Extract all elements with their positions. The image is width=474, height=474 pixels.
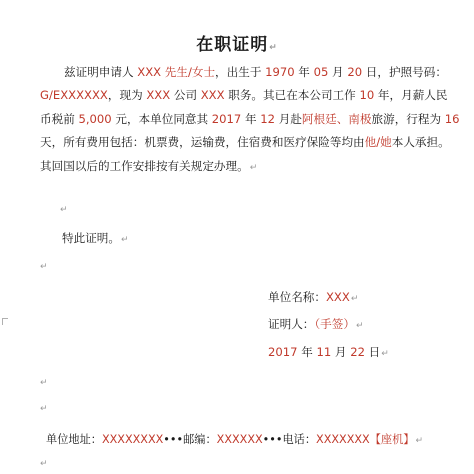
certifier-signature: （手签）	[314, 317, 355, 331]
sign-year: 2017	[268, 345, 298, 359]
paragraph-mark: ↵	[40, 459, 48, 469]
paragraph-mark: ↵	[355, 321, 364, 331]
paragraph-mark: ↵	[40, 404, 48, 414]
sign-month: 11	[316, 345, 332, 359]
trip-year: 2017	[211, 111, 242, 126]
margin-corner-icon	[2, 318, 8, 325]
body-line-2: G/EXXXXXX，现为 XXX 公司 XXX 职务。其已在本公司工作 10 年，月薪人民	[40, 88, 448, 103]
paragraph-mark: ↵	[60, 205, 68, 215]
paragraph-mark: ↵	[40, 378, 48, 388]
job-position: XXX	[200, 88, 225, 103]
footer-contact-line: 单位地址：XXXXXXXX•••邮编：XXXXXX•••电话：XXXXXXX【座机】↵	[46, 433, 423, 446]
paragraph-mark: ↵	[415, 436, 423, 446]
paragraph-mark: ↵	[40, 262, 48, 272]
paragraph-mark: ↵	[120, 235, 129, 245]
document-title: 在职证明↵	[196, 35, 278, 55]
address-value: XXXXXXXX	[101, 433, 164, 446]
body-line-1: 兹证明申请人 XXX 先生/女士，出生于 1970 年 05 月 20 日，护照号码：	[64, 65, 447, 79]
certify-line: 特此证明。↵	[62, 231, 129, 245]
paragraph-mark: ↵	[350, 294, 359, 304]
body-line-5: 其回国以后的工作安排按有关规定办理。↵	[40, 158, 258, 173]
postcode-value: XXXXXX	[216, 433, 263, 446]
unit-name-value: XXX	[325, 290, 350, 304]
certifier-line: 证明人：（手签）↵	[268, 317, 364, 331]
applicant-name: XXX 先生/女士	[137, 65, 216, 79]
body-paragraph	[40, 61, 460, 178]
date-line: 2017 年 11 月 22 日↵	[268, 345, 389, 359]
company-name: XXX	[146, 88, 171, 103]
paragraph-mark: ↵	[381, 349, 389, 359]
birth-day: 20	[347, 65, 363, 79]
sign-day: 22	[350, 345, 365, 359]
work-years: 10	[359, 88, 375, 103]
separator-dots: •••	[163, 433, 184, 446]
passport-number: G/EXXXXXX	[40, 88, 108, 103]
unit-name-line: 单位名称：XXX↵	[268, 290, 359, 304]
trip-destination: 阿根廷、南极	[301, 111, 372, 126]
paragraph-mark: ↵	[249, 162, 258, 173]
pronoun: 他/她	[364, 135, 392, 150]
body-line-3: 币税前 5,000 元，本单位同意其 2017 年 12 月赴阿根廷、南极旅游，行程为 16	[40, 111, 460, 126]
birth-year: 1970	[265, 65, 295, 79]
trip-month: 12	[260, 111, 276, 126]
phone-type: 【座机】	[369, 433, 415, 446]
trip-days: 16	[444, 111, 460, 126]
monthly-salary: 5,000	[78, 111, 112, 126]
separator-dots: •••	[262, 433, 283, 446]
body-line-4: 天，所有费用包括：机票费，运输费，住宿费和医疗保险等均由他/她本人承担。	[40, 135, 450, 150]
birth-month: 05	[313, 65, 329, 79]
phone-value: XXXXXXX	[316, 433, 370, 446]
paragraph-mark: ↵	[269, 43, 278, 53]
